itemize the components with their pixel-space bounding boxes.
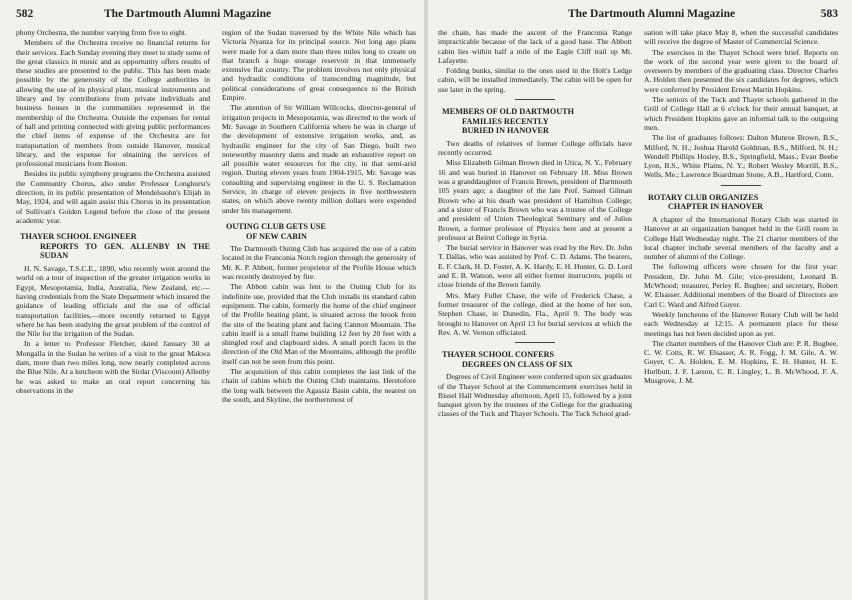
paragraph: The Abbott cabin was lent to the Outing Club for its indefinite use, provided that the Club installs its standard cabin equipment. The cabin, formerly the home of the chief engineer of the Profile heating plant, is situated across the brook from the site of the heating plant and facing Cannon Mountain. The cabin itself is a small frame building 12 feet by 20 feet with a shingled roof and clapboard sides. A small porch faces in the direction of the Old Man of the Mountains, although the profile itself can not be seen from this point. bbox=[222, 282, 416, 366]
heading-line: OUTING CLUB GETS USE bbox=[226, 221, 326, 231]
paragraph: region of the Sudan traversed by the White Nile which has Victoria Nyanza for its principal source. Not long ago plans were made for a dam more than three miles long to create on that branch a huge storage reservoir in that immensely extensive flat country. The problem involves not only physical and hydraulic conditions of transcending magnitude, but political considerations of great consequence to the British Empire. bbox=[222, 28, 416, 103]
paragraph: The attention of Sir William Willcocks, director-general of irrigation projects in Mesopotamia, was directed to the work of Mr. Savage in Southern California where he was in charge of the development of extensive irrigation works, and, as hydraulic engineer for the city of San Diego, built two noteworthy masonry dams and made an exhaustive report on all possible water resources for the city, in that semi-arid region. During eleven years from 1904-1915, Mr. Savage was consulting and supervising engineer in the U. S. Reclamation Service, in charge of eleven projects in five northwestern states, on which above twenty million dollars were expended under his management. bbox=[222, 103, 416, 215]
heading-line: THAYER SCHOOL CONFERS bbox=[442, 350, 555, 360]
paragraph: The following officers were chosen for the first year: President, Dr. John M. Gile; vice-president, Leonard B. McWhood; treasurer, Perley R. Bugbee; and secretary, Robert W. Elsasser. Additional members of the Board of Directors are Carl C. Ward and Alfred Guyer. bbox=[644, 262, 838, 309]
paragraph: Degrees of Civil Engineer were conferred upon six graduates of the Thayer School at the Commencement exercises held in Bissel Hall Wednesday afternoon, April 15, followed by a joint banquet given by the trustees of the College for the graduating classes of the Tuck and Thayer Schools. The Tuck School grad- bbox=[438, 372, 632, 419]
heading-line: ROTARY CLUB ORGANIZES bbox=[648, 192, 759, 202]
heading-line: MEMBERS OF OLD DARTMOUTH bbox=[442, 107, 575, 117]
paragraph: The exercises in the Thayer School were brief. Reports on the work of the second year were given to the board of overseers by members of the graduating class. Director Charles A. Holden then presented the six candidates for degrees, which were conferred by President Ernest Martin Hopkins. bbox=[644, 47, 838, 94]
paragraph: A chapter of the International Rotary Club was started in Hanover at an organization banquet held in the Grill room in College Hall Wednesday night. The 21 charter members of the local chapter include several members of the faculty and a number of alumni of the College. bbox=[644, 214, 838, 262]
left-column-1 bbox=[16, 28, 210, 405]
heading-line: BURIED IN HANOVER bbox=[462, 126, 549, 136]
paragraph: The acquisition of this cabin completes the last link of the chain of cabins which the Outing Club maintains. Heretofore the long walk between the Agassiz Basin cabin, the nearest on the south, and Skyline, the northernmost of bbox=[222, 366, 416, 404]
page-number: 583 bbox=[820, 8, 838, 20]
left-page bbox=[0, 0, 424, 600]
heading-line: THAYER SCHOOL ENGINEER bbox=[20, 232, 137, 242]
running-title: The Dartmouth Alumni Magazine bbox=[104, 8, 272, 20]
heading-line: FAMILIES RECENTLY bbox=[462, 116, 549, 126]
running-head-left bbox=[16, 8, 412, 22]
right-page bbox=[428, 0, 852, 600]
paragraph: In a letter to Professor Fletcher, dated January 30 at Mongalla in the Sudan he writes of a visit to the great Makwa dam, more than two miles long, now nearly completed across the Blue Nile. At a luncheon with the Sirdar (Viscount) Allenby he was asked to make an oral report concerning his observations in the bbox=[16, 339, 210, 395]
left-column-2 bbox=[222, 28, 416, 405]
paragraph: uation will take place May 8, when the successful candidates will receive the degree of Master of Commercial Science. bbox=[644, 28, 838, 47]
paragraph: phony Orchestra, the number varying from five to eight. bbox=[16, 28, 187, 37]
paragraph: Members of the Orchestra receive no financial returns for their services. Each Sunday evening they meet to study some of the great classics in music and as opportunity offers results of these studies are presented to the public. This has been made possible by the generosity of the College authorities in allowing the use of its physical plant, musical instruments and library and by contributions from private individuals and business houses in the communities represented in the membership of the Orchestra. Outside the expenses for rental of hall and printing connected with giving public performances the chief items of expense of the Orchestra are for transportation of members from outside Hanover, musical library, and the expense for obtaining the services of professional musicians from Boston. bbox=[16, 38, 210, 169]
paragraph: the chain, has made the ascent of the Franconia Range impracticable because of the lack of a good base. The Abbott cabin lies within half a mile of the Eagle Cliff trail up Mt. Lafayette. bbox=[438, 28, 632, 65]
article-heading bbox=[644, 193, 838, 212]
paragraph: Two deaths of relatives of former College officials have recently occurred. bbox=[438, 138, 632, 158]
article-heading bbox=[438, 107, 632, 136]
paragraph: The burial service in Hanover was read by the Rev. Dr. John T. Dallas, who was assisted by Prof. C. D. Adams. The bearers, E. F. Clark, H. D. Foster, A. K. Hardy, E. H. Hunter, G. D. Lord and E. B. Watson, were all either former instructors, pupils or close friends of the Brown family. bbox=[438, 243, 632, 290]
heading-line: REPORTS TO GEN. ALLENBY IN THE SUDAN bbox=[40, 241, 210, 261]
running-head-right bbox=[438, 8, 838, 22]
paragraph: Folding bunks, similar to the ones used in the Holt's Ledge cabin, will be installed immediately. The cabin will be open for use later in the spring. bbox=[438, 66, 632, 94]
heading-line: CHAPTER IN HANOVER bbox=[668, 202, 764, 212]
paragraph: Miss Elizabeth Gilman Brown died in Utica, N. Y., February 16 and was buried in Hanover on February 18. Miss Brown was a granddaughter of Francis Brown, president of Dartmouth 105 years ago; a daughter of the late Prof. Samuel Gilman Brown who at his death was president of Hamilton College; and a sister of Francis Brown who was a trustee of the College and president of Union Theological Seminary and of Julius Brown, a former professor of Physics here and at present a professor at Beirut College in Syria. bbox=[438, 158, 632, 242]
paragraph: H. N. Savage, T.S.C.E., 1890, who recently went around the world on a tour of inspection of the greater irrigation works in Egypt, Mesopotamia, India, Australia, New Zealand, etc.—having credentials from the State Department which insured the guidance of leading officials and the use of official transportation facilities,—more recently returned to Egypt where he has been studying the great problem of the control of the Nile for the irrigation of the Sudan. bbox=[16, 264, 211, 339]
paragraph: Weekly luncheons of the Hanover Rotary Club will be held each Wednesday at 12:15. A permanent place for these meetings has not been decided upon as yet. bbox=[644, 309, 838, 338]
heading-line: DEGREES ON CLASS OF SIX bbox=[462, 359, 573, 369]
heading-line: OF NEW CABIN bbox=[246, 231, 307, 241]
page-number: 582 bbox=[16, 8, 34, 20]
running-title: The Dartmouth Alumni Magazine bbox=[568, 8, 736, 20]
article-heading bbox=[438, 350, 632, 369]
divider bbox=[721, 185, 761, 186]
paragraph: The list of graduates follows: Dalton Munroe Brown, B.S., Milford, N. H.; Joshua Harold Goldman, B.S., Milford, N. H.; Wendell Phillips Hosley, B.S., Springfield, Mass.; Evan Beebe Lyon, B.S., White Plains, N. Y.; Robert Wesley Morrill, B.S., Wells, Me.; Lawrence Boardman Stone, A.B., Hartford, Conn. bbox=[644, 133, 838, 180]
divider bbox=[515, 99, 555, 100]
right-column-1 bbox=[438, 28, 632, 420]
paragraph: Besides its public symphony programs the Orchestra assisted the Community Chorus, also under Professor Longhurst's direction, in its public presentation of Mendelssohn's Elijah in May, 1924, and will again assist this Chorus in its presentation of Sullivan's Golden Legend before the close of the present academic year. bbox=[16, 169, 210, 225]
article-heading bbox=[16, 232, 210, 261]
paragraph: The charter members of the Hanover Club are: P. R. Bugbee, C. W. Cotts, R. W. Elsasser, A. R. Fogg, J. M. Gile, A. W. Guyer, C. A. Holden, E. M. Hopkins, E. H. Hunter, H. E. Hurlbutt, J. F. Larson, C. R. Lingley, L. B. McWhood, F. A. Musgrove, J. M. bbox=[644, 338, 838, 385]
paragraph: Mrs. Mary Fuller Chase, the wife of Frederick Chase, a former treasurer of the college, died at the home of her son, Stephen Chase, in Dunedin, Fla., April 9. The body was brought to Hanover on April 13 for burial services at which the Rev. A. W. Vernon officiated. bbox=[438, 290, 632, 337]
paragraph: The Dartmouth Outing Club has acquired the use of a cabin located in the Franconia Notch region through the generosity of Mr. K. P. Abbott, former proprietor of the Profile House which was recently destroyed by fire. bbox=[222, 244, 416, 282]
divider bbox=[515, 342, 555, 343]
right-column-2 bbox=[644, 28, 838, 420]
article-heading bbox=[222, 222, 416, 241]
paragraph: The seniors of the Tuck and Thayer schools gathered in the Grill of College Hall at 6 o'clock for their annual banquet, at which President Hopkins gave an informal talk to the outgoing men. bbox=[644, 95, 838, 132]
